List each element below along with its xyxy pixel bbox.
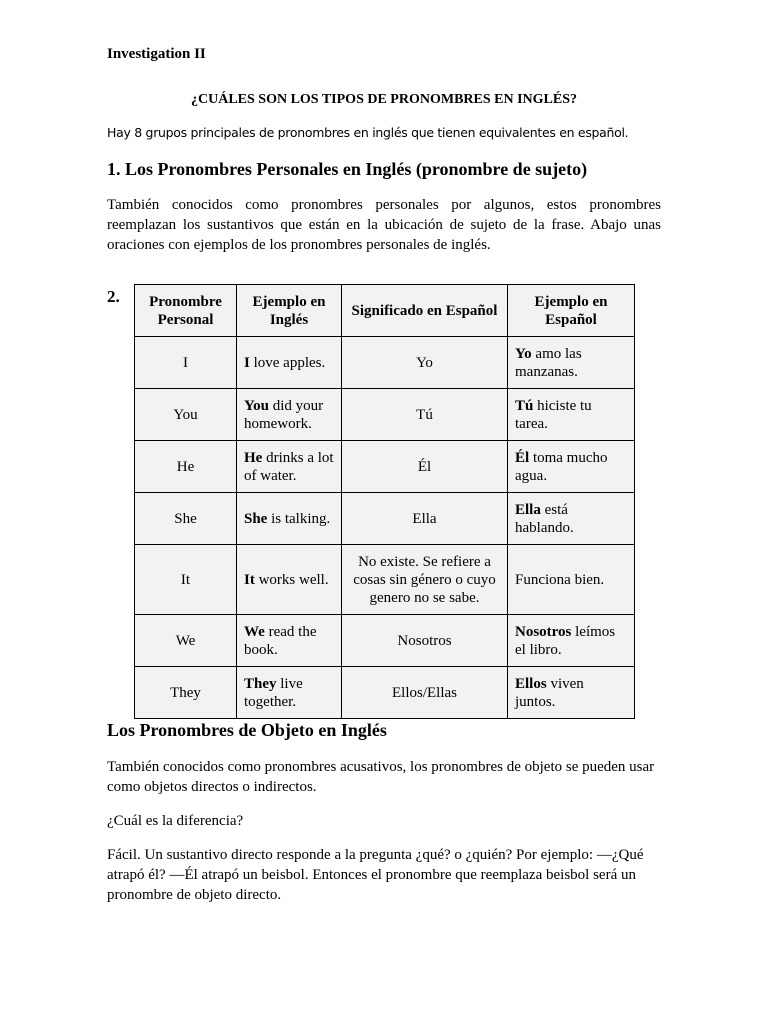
english-rest: read the book. [244, 623, 317, 658]
spanish-example-cell [508, 667, 635, 719]
spanish-rest: toma mucho agua. [515, 449, 608, 484]
meaning-cell: Tú [342, 389, 508, 441]
spanish-example-cell [508, 493, 635, 545]
english-rest: live together. [244, 675, 303, 710]
section-heading-object-pronouns: Los Pronombres de Objeto en Inglés [107, 720, 387, 740]
english-rest: works well. [254, 571, 329, 588]
meaning-cell: Ellos/Ellas [342, 667, 508, 719]
english-example-cell [237, 615, 342, 667]
section-paragraph: También conocidos como pronombres acusativos, los pronombres de objeto se pueden usar como objetos directos o indirectos. [107, 759, 655, 795]
english-example-cell [237, 545, 342, 615]
spanish-bold: Nosotros [515, 623, 572, 640]
section-paragraph: También conocidos como pronombres personales por algunos, estos pronombres reemplazan los sustantivos que están en la ubicación de sujeto de la frase. Abajo unas oraciones con ejemplos de los pronombres personales de inglés. [107, 197, 661, 253]
table-row [135, 615, 635, 667]
spanish-bold: Tú [515, 397, 534, 414]
english-rest: did your homework. [244, 397, 324, 432]
section-paragraph: Fácil. Un sustantivo directo responde a la pregunta ¿qué? o ¿quién? Por ejemplo: —¿Qué atrapó él? —Él atrapó un beisbol. Entonces el pronombre que reemplaza beisbol será un pronombre de objeto directo. [107, 847, 644, 903]
column-header: Ejemplo en Español [508, 285, 635, 337]
table-row [135, 441, 635, 493]
spanish-rest: amo las manzanas. [515, 345, 582, 380]
list-marker: 2. [107, 287, 120, 306]
table-header-row [135, 285, 635, 337]
spanish-example-cell [508, 545, 635, 615]
meaning-cell: Ella [342, 493, 508, 545]
spanish-rest: Funciona bien. [515, 571, 605, 588]
spanish-bold: Yo [515, 345, 532, 362]
table-row [135, 667, 635, 719]
meaning-cell: Él [342, 441, 508, 493]
table-row [135, 493, 635, 545]
spanish-bold: Ellos [515, 675, 547, 692]
intro-text: Hay 8 grupos principales de pronombres en inglés que tienen equivalentes en español. [107, 125, 629, 140]
spanish-rest: está hablando. [515, 501, 574, 536]
spanish-rest: hiciste tu tarea. [515, 397, 592, 432]
table-row [135, 337, 635, 389]
meaning-cell: Yo [342, 337, 508, 389]
pronoun-cell: We [135, 615, 237, 667]
english-rest: is talking. [267, 510, 331, 527]
page-title: ¿CUÁLES SON LOS TIPOS DE PRONOMBRES EN INGLÉS? [191, 92, 577, 107]
english-example-cell [237, 441, 342, 493]
pronoun-cell: He [135, 441, 237, 493]
column-header: Significado en Español [342, 285, 508, 337]
table-row [135, 389, 635, 441]
spanish-rest: viven juntos. [515, 675, 584, 710]
spanish-rest: leímos el libro. [515, 623, 616, 658]
english-example-cell [237, 493, 342, 545]
pronoun-cell: She [135, 493, 237, 545]
spanish-example-cell [508, 337, 635, 389]
pronoun-cell: It [135, 545, 237, 615]
english-bold: We [244, 623, 265, 640]
english-example-cell [237, 389, 342, 441]
pronoun-cell: They [135, 667, 237, 719]
meaning-cell: Nosotros [342, 615, 508, 667]
english-bold: He [244, 449, 263, 466]
spanish-bold: Ella [515, 501, 541, 518]
document-header: Investigation II [107, 46, 206, 62]
meaning-cell: No existe. Se refiere a cosas sin género o cuyo genero no se sabe. [342, 545, 508, 615]
pronoun-cell: I [135, 337, 237, 389]
column-header: Ejemplo en Inglés [237, 285, 342, 337]
section-heading-personal-pronouns: 1. Los Pronombres Personales en Inglés (pronombre de sujeto) [107, 159, 588, 179]
spanish-example-cell [508, 441, 635, 493]
english-bold: I [244, 354, 250, 371]
column-header: Pronombre Personal [135, 285, 237, 337]
english-bold: You [244, 397, 270, 414]
spanish-example-cell [508, 615, 635, 667]
english-rest: love apples. [249, 354, 326, 371]
spanish-example-cell [508, 389, 635, 441]
english-example-cell [237, 337, 342, 389]
english-example-cell [237, 667, 342, 719]
english-rest: drinks a lot of water. [244, 449, 334, 484]
pronoun-table [134, 284, 635, 719]
pronoun-cell: You [135, 389, 237, 441]
english-bold: They [244, 675, 277, 692]
table-row [135, 545, 635, 615]
section-paragraph: ¿Cuál es la diferencia? [107, 813, 244, 829]
english-bold: It [244, 571, 255, 588]
english-bold: She [244, 510, 268, 527]
spanish-bold: Él [515, 449, 530, 466]
